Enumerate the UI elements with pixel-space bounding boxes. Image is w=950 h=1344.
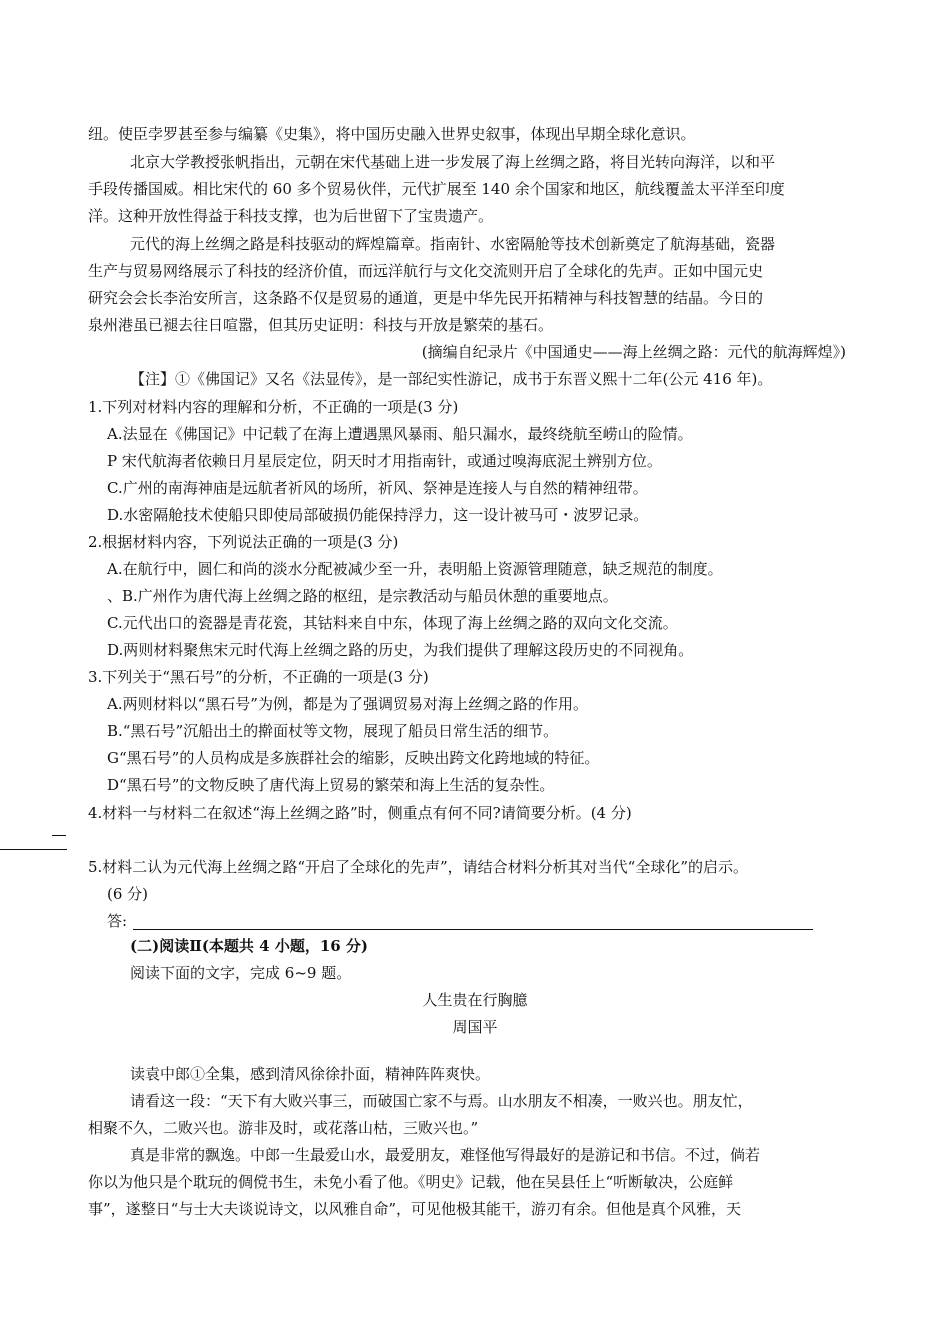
question-option: D.两则材料聚焦宋元时代海上丝绸之路的历史，为我们提供了理解这段历史的不同视角。 <box>107 641 694 659</box>
question-option: A.两则材料以“黑石号”为例，都是为了强调贸易对海上丝绸之路的作用。 <box>107 695 588 713</box>
margin-mark <box>52 835 66 836</box>
question-option: D.水密隔舱技术使船只即使局部破损仍能保持浮力，这一设计被马可・波罗记录。 <box>107 506 649 524</box>
question-option: C.元代出口的瓷器是青花瓷，其钴料来自中东，体现了海上丝绸之路的双向文化交流。 <box>107 614 678 632</box>
question-option: C.广州的南海神庙是远航者祈风的场所，祈风、祭神是连接人与自然的精神纽带。 <box>107 479 648 497</box>
question-stem: 3.下列关于“黑石号”的分析，不正确的一项是(3 分) <box>88 668 429 686</box>
article-line: 事”，遂整日“与士大夫谈说诗文，以风雅自命”，可见他极其能干，游刃有余。但他是真个风雅，天 <box>88 1200 742 1218</box>
passage-line: 手段传播国威。相比宋代的 60 多个贸易伙伴，元代扩展至 140 余个国家和地区，航线覆盖太平洋至印度 <box>88 180 785 198</box>
question-option: B.“黑石号”沉船出土的擀面杖等文物，展现了船员日常生活的细节。 <box>107 722 559 740</box>
article-line: 相聚不久，二败兴也。游非及时，或花落山枯，三败兴也。” <box>88 1119 479 1137</box>
passage-line: 泉州港虽已褪去往日喧嚣，但其历史证明：科技与开放是繁荣的基石。 <box>88 316 554 334</box>
answer-line[interactable] <box>133 929 813 930</box>
question-stem: 2.根据材料内容，下列说法正确的一项是(3 分) <box>88 533 399 551</box>
question-stem: 1.下列对材料内容的理解和分析，不正确的一项是(3 分) <box>88 398 459 416</box>
question-option: 、B.广州作为唐代海上丝绸之路的枢纽，是宗教活动与船员休憩的重要地点。 <box>107 587 618 605</box>
question-option: A.在航行中，圆仁和尚的淡水分配被减少至一升，表明船上资源管理随意，缺乏规范的制度。 <box>107 560 723 578</box>
article-line: 请看这一段：“天下有大败兴事三，而破国亡家不与焉。山水朋友不相凑，一败兴也。朋友忙， <box>130 1092 753 1110</box>
answer-label: 答: <box>107 912 128 930</box>
question-option: P 宋代航海者依赖日月星辰定位，阴天时才用指南针，或通过嗅海底泥土辨别方位。 <box>107 452 662 470</box>
article-line: 真是非常的飘逸。中郎一生最爱山水，最爱朋友，难怪他写得最好的是游记和书信。不过，倘若 <box>130 1146 761 1164</box>
passage-note: 【注】①《佛国记》又名《法显传》，是一部纪实性游记，成书于东晋义熙十二年(公元 416 年)。 <box>130 370 773 388</box>
section-heading: (二)阅读Ⅱ(本题共 4 小题，16 分) <box>130 937 369 955</box>
passage-source: (摘编自纪录片《中国通史——海上丝绸之路：元代的航海辉煌》) <box>421 343 846 361</box>
question-option: G“黑石号”的人员构成是多族群社会的缩影，反映出跨文化跨地域的特征。 <box>107 749 600 767</box>
question-option: A.法显在《佛国记》中记载了在海上遭遇黑风暴雨、船只漏水，最终绕航至崂山的险情。 <box>107 425 693 443</box>
question-option: D“黑石号”的文物反映了唐代海上贸易的繁荣和海上生活的复杂性。 <box>107 776 555 794</box>
passage-line: 纽。使臣孛罗甚至参与编纂《史集》，将中国历史融入世界史叙事，体现出早期全球化意识。 <box>88 125 696 143</box>
passage-line: 生产与贸易网络展示了科技的经济价值，而远洋航行与文化交流则开启了全球化的先声。正如中国元史 <box>88 262 764 280</box>
passage-line: 洋。这种开放性得益于科技支撑，也为后世留下了宝贵遗产。 <box>88 207 494 225</box>
passage-line: 元代的海上丝绸之路是科技驱动的辉煌篇章。指南针、水密隔舱等技术创新奠定了航海基础，瓷器 <box>130 235 776 253</box>
section-instruction: 阅读下面的文字，完成 6~9 题。 <box>130 964 352 982</box>
article-line: 读袁中郎①全集，感到清风徐徐扑面，精神阵阵爽快。 <box>130 1065 491 1083</box>
article-title: 人生贵在行胸臆 <box>422 991 528 1009</box>
question-score: (6 分) <box>107 885 149 903</box>
passage-line: 北京大学教授张帆指出，元朝在宋代基础上进一步发展了海上丝绸之路，将目光转向海洋，以和平 <box>130 153 776 171</box>
margin-rule <box>0 849 67 850</box>
passage-line: 研究会会长李治安所言，这条路不仅是贸易的通道，更是中华先民开拓精神与科技智慧的结晶。今日的 <box>88 289 764 307</box>
question-stem: 4.材料一与材料二在叙述“海上丝绸之路”时，侧重点有何不同?请简要分析。(4 分) <box>88 804 632 822</box>
question-stem: 5.材料二认为元代海上丝绸之路“开启了全球化的先声”，请结合材料分析其对当代“全球化”的启示。 <box>88 858 748 876</box>
article-line: 你以为他只是个耽玩的倜傥书生，未免小看了他。《明史》记载，他在吴县任上“听断敏决，公庭鲜 <box>88 1173 734 1191</box>
article-author: 周国平 <box>452 1018 498 1036</box>
